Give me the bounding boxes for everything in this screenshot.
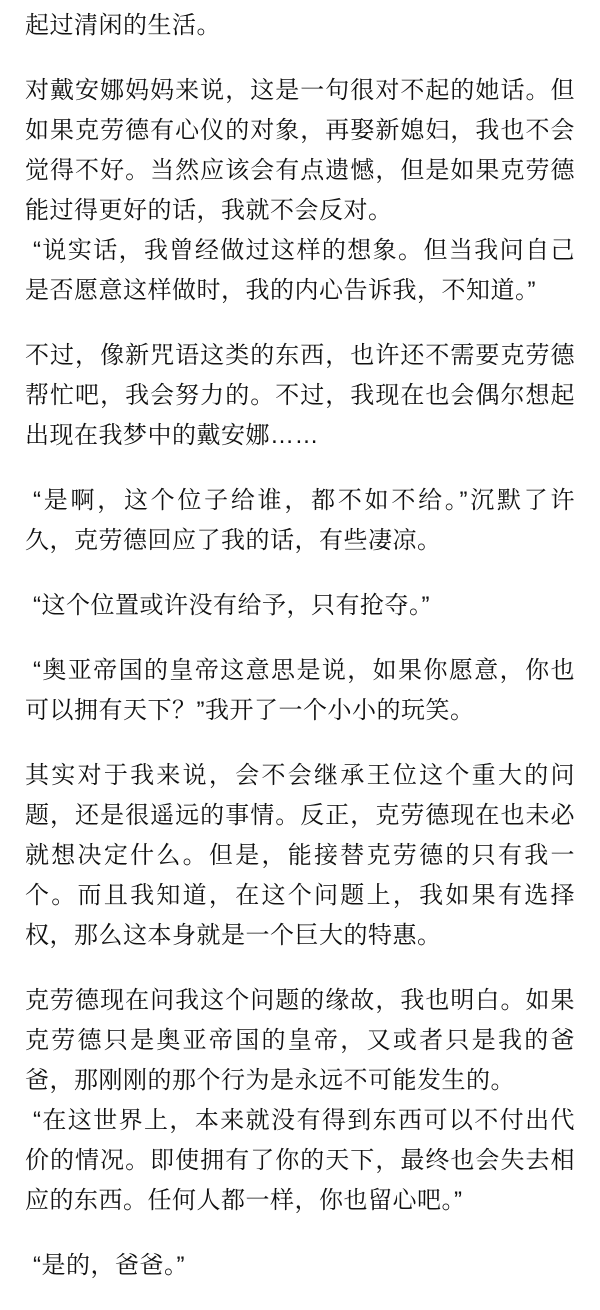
text-block [25, 336, 575, 456]
dialogue-text: “奥亚帝国的皇帝这意思是说，如果你愿意，你也可以拥有天下？”我开了一个小小的玩笑。 [25, 657, 575, 724]
text-block [25, 651, 575, 731]
dialogue-text: “是的，爸爸。” [33, 1252, 185, 1279]
dialogue-text: “说实话，我曾经做过这样的想象。但当我问自己是否愿意这样做时，我的内心告诉我，不知道。” [25, 237, 575, 304]
paragraph-text: 克劳德现在问我这个问题的缘故，我也明白。如果克劳德只是奥亚帝国的皇帝，又或者只是我的爸爸，那刚刚的那个行为是永远不可能发生的。 [25, 987, 575, 1094]
text-block [25, 481, 575, 561]
paragraph-text: 对戴安娜妈妈来说，这是一句很对不起的她话。但如果克劳德有心仪的对象，再娶新媳妇，我也不会觉得不好。当然应该会有点遗憾，但是如果克劳德能过得更好的话，我就不会反对。 [25, 77, 575, 224]
dialogue-text: “这个位置或许没有给予，只有抢夺。” [33, 592, 430, 619]
dialogue-text: “在这世界上，本来就没有得到东西可以不付出代价的情况。即使拥有了你的天下，最终也会失去相应的东西。任何人都一样，你也留心吧。” [25, 1107, 575, 1214]
text-block [25, 586, 575, 626]
paragraph-text: 其实对于我来说，会不会继承王位这个重大的问题，还是很遥远的事情。反正，克劳德现在也未必就想决定什么。但是，能接替克劳德的只有我一个。而且我知道，在这个问题上，我如果有选择权，那么这本身就是一个巨大的特惠。 [25, 762, 575, 949]
paragraph-text: 起过清闲的生活。 [25, 12, 221, 39]
text-block [25, 6, 575, 46]
dialogue-text: “是啊，这个位子给谁，都不如不给。”沉默了许久，克劳德回应了我的话，有些凄凉。 [25, 487, 575, 554]
paragraph-text: 不过，像新咒语这类的东西，也许还不需要克劳德帮忙吧，我会努力的。不过，我现在也会偶尔想起出现在我梦中的戴安娜…… [25, 342, 575, 449]
text-block [25, 1246, 575, 1286]
text-block [25, 981, 575, 1221]
text-block [25, 71, 575, 311]
text-block [25, 756, 575, 956]
